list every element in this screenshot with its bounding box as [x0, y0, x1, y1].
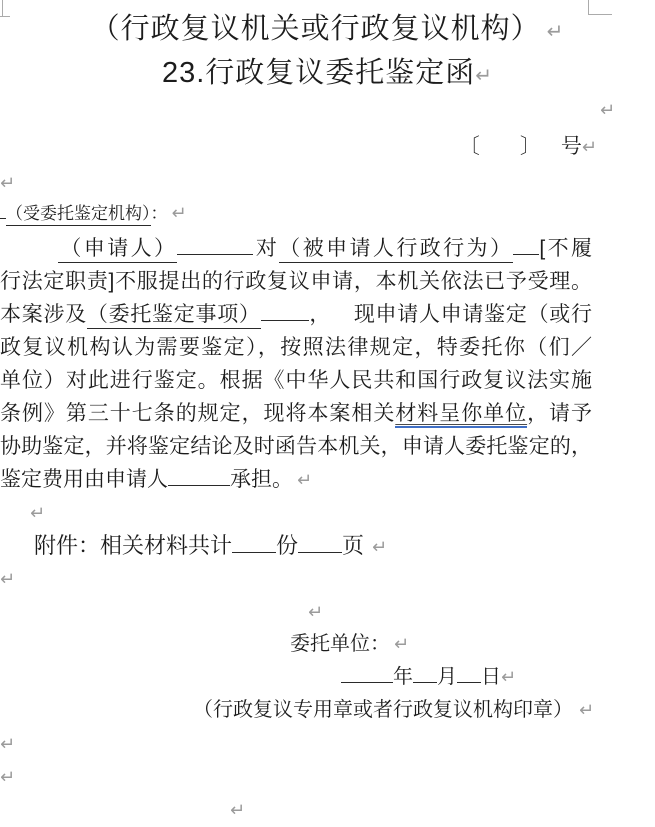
text-run: 条例》第三十七条的规定，现将本案相关 — [0, 402, 396, 425]
body-text-line — [0, 265, 592, 298]
text-run: ： — [150, 204, 168, 223]
text-run: 现申请人申请鉴定（或行 — [353, 303, 593, 326]
empty-paragraph-line — [0, 793, 655, 826]
spacer — [0, 531, 34, 553]
body-text-line — [0, 364, 592, 397]
fill-in-blank — [413, 663, 437, 683]
paragraph-mark: ↵ — [30, 503, 46, 524]
fill-in-blank — [457, 663, 481, 683]
paragraph-mark: ↵ — [394, 634, 410, 655]
text-run: （行政复议机关或行政复议机构） — [90, 13, 541, 45]
text-run: 〕 — [519, 135, 541, 158]
margin-crop-mark-top-right — [588, 0, 589, 14]
text-run: 〔 — [458, 135, 480, 158]
body-text-line — [0, 397, 592, 430]
body-text-line — [0, 232, 592, 265]
paragraph-mark: ↵ — [581, 137, 597, 158]
fill-in-blank — [513, 234, 539, 255]
text-run: 23.行政复议委托鉴定函 — [161, 57, 476, 89]
empty-paragraph-line — [0, 496, 655, 529]
spacer — [0, 234, 58, 255]
text-run: 日 — [481, 666, 501, 688]
text-run: 本案涉及 — [0, 303, 87, 326]
paragraph-mark: ↵ — [308, 602, 324, 623]
text-run: 协助鉴定，并将鉴定结论及时函告本机关，申请人委托鉴定的， — [0, 435, 592, 458]
text-run: [不履 — [539, 237, 593, 260]
text-run: 单位）对此进行鉴定。根据《中华人民共和国行政复议法实施 — [0, 369, 592, 392]
paragraph-mark: ↵ — [501, 667, 517, 688]
empty-paragraph-line — [0, 760, 655, 793]
paragraph-mark: ↵ — [0, 734, 16, 755]
text-run: 年 — [393, 666, 413, 688]
text-run: 行法定职责]不服提出的行政复议申请，本机关依法已予受理。 — [0, 270, 592, 293]
seal-note-line — [0, 694, 655, 727]
text-run: 鉴定费用由申请人 — [0, 468, 168, 491]
date-line — [0, 661, 655, 694]
fill-in-blank — [232, 531, 276, 553]
text-run: 月 — [437, 666, 457, 688]
text-run: 对 — [253, 237, 280, 260]
margin-crop-mark-top-right — [588, 14, 612, 15]
text-run: （受委托鉴定机构） — [6, 204, 151, 226]
body-text-line — [0, 331, 592, 364]
fill-in-blank — [298, 531, 342, 553]
paragraph-mark: ↵ — [546, 19, 565, 43]
text-run: 承担。 — [230, 468, 293, 491]
empty-paragraph-line — [0, 96, 655, 130]
text-run: ， — [308, 303, 332, 326]
recipient-line — [0, 199, 655, 232]
fill-in-blank — [261, 300, 309, 321]
document-title-line-1 — [0, 8, 655, 52]
attachment-line — [0, 529, 655, 562]
text-run: （申请人） — [58, 237, 177, 263]
document-title-line-2 — [0, 52, 655, 96]
body-text-line — [0, 298, 592, 331]
empty-paragraph-line — [0, 562, 655, 595]
spacer — [541, 132, 561, 153]
paragraph-mark: ↵ — [372, 537, 388, 558]
fill-in-blank — [177, 234, 253, 255]
text-run: （被申请人行政行为） — [279, 237, 513, 263]
paragraph-mark: ↵ — [0, 569, 16, 590]
spacer — [364, 531, 372, 553]
text-run: 号 — [560, 135, 582, 158]
body-text-line — [0, 463, 592, 496]
fill-in-blank — [341, 663, 393, 683]
text-run: 附件：相关材料共计 — [34, 533, 233, 558]
body-paragraph — [0, 232, 655, 496]
empty-paragraph-line — [0, 727, 655, 760]
text-run: （委托鉴定事项） — [87, 303, 261, 329]
spacer — [331, 300, 353, 321]
signing-unit-line — [0, 628, 655, 661]
body-text-line — [0, 430, 592, 463]
text-run: 份 — [276, 533, 299, 558]
paragraph-mark: ↵ — [0, 767, 16, 788]
text-run: ，请予 — [527, 402, 593, 425]
paragraph-mark: ↵ — [579, 700, 595, 721]
text-run: 页 — [342, 533, 365, 558]
margin-crop-mark-top-left — [2, 0, 3, 16]
document-number-line — [0, 130, 655, 166]
paragraph-mark: ↵ — [475, 63, 494, 87]
paragraph-mark: ↵ — [171, 203, 187, 224]
empty-paragraph-line — [0, 166, 655, 199]
text-run: 政复议机构认为需要鉴定），按照法律规定，特委托你（们／ — [0, 336, 592, 359]
paragraph-mark: ↵ — [0, 173, 16, 194]
spacer — [480, 132, 520, 153]
grammar-marked-text: 材料呈你单位 — [395, 402, 527, 428]
fill-in-blank — [168, 465, 230, 486]
paragraph-mark: ↵ — [230, 800, 246, 821]
margin-crop-mark-top-left — [0, 16, 10, 17]
paragraph-mark: ↵ — [297, 470, 313, 491]
empty-paragraph-line — [0, 595, 655, 628]
text-run: 委托单位： — [290, 633, 390, 655]
text-run: （行政复议专用章或者行政复议机构印章） — [193, 699, 573, 721]
paragraph-mark: ↵ — [600, 100, 616, 121]
